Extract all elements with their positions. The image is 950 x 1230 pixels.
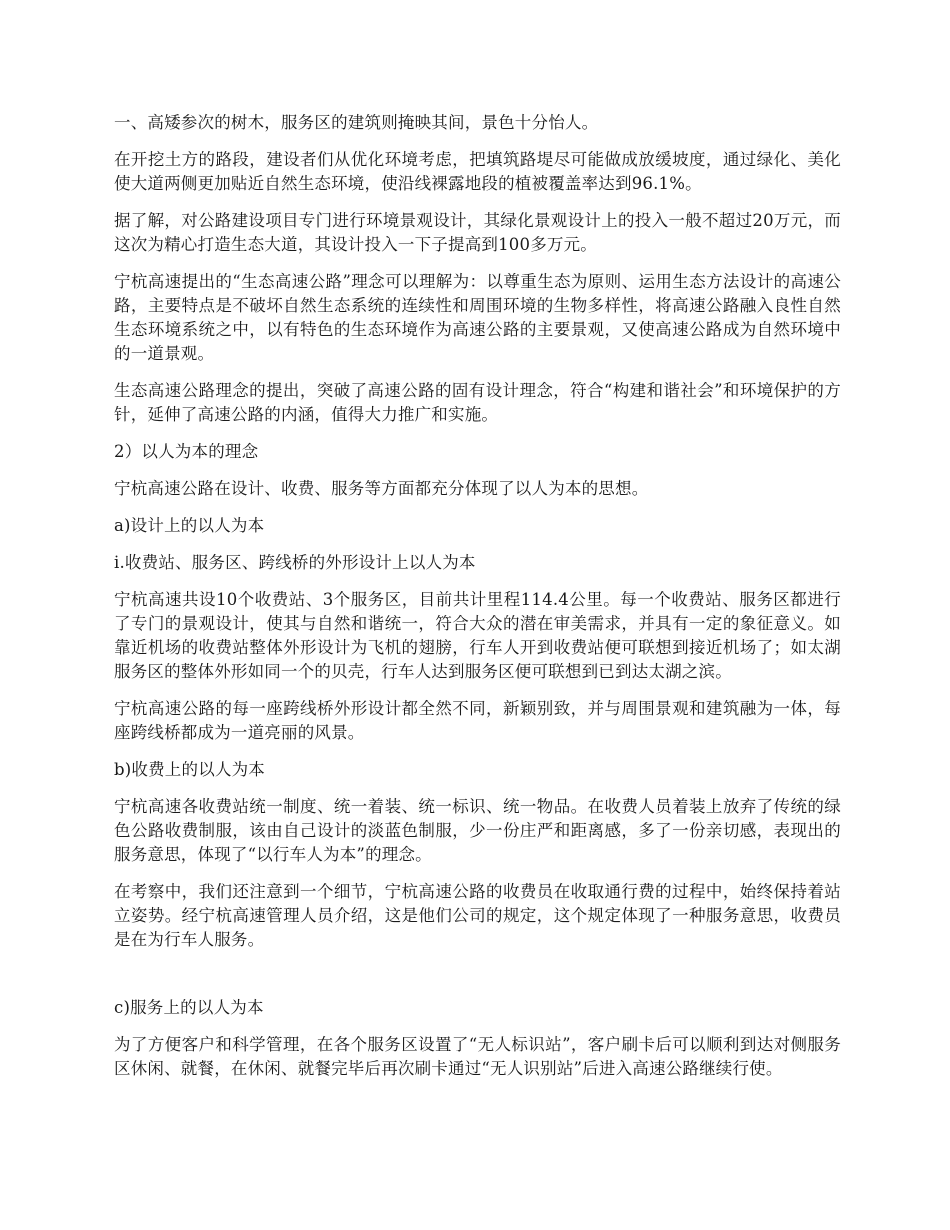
- subsection-heading: i.收费站、服务区、跨线桥的外形设计上以人为本: [114, 553, 476, 572]
- paragraph: 为了方便客户和科学管理，在各个服务区设置了“无人标识站”，客户刷卡后可以顺利到达对侧服务区休闲、就餐，在休闲、就餐完毕后再次刷卡通过“无人识别站”后进入高速公路继续行使。: [114, 1035, 841, 1078]
- paragraph: 宁杭高速提出的“生态高速公路”理念可以理解为：以尊重生态为原则、运用生态方法设计的高速公路，主要特点是不破坏自然生态系统的连续性和周围环境的生物多样性，将高速公路融入良性自然生态环境系统之中，以有特色的生态环境作为高速公路的主要景观，又使高速公路成为自然环境中的一道景观。: [114, 272, 841, 363]
- paragraph: 一、高矮参次的树木，服务区的建筑则掩映其间，景色十分怡人。: [114, 113, 599, 132]
- paragraph: 宁杭高速公路的每一座跨线桥外形设计都全然不同，新颖别致，并与周围景观和建筑融为一体，每座跨线桥都成为一道亮丽的风景。: [114, 699, 841, 742]
- paragraph: 生态高速公路理念的提出，突破了高速公路的固有设计理念，符合“构建和谐社会”和环境保护的方针，延伸了高速公路的内涵，值得大力推广和实施。: [114, 381, 841, 424]
- document-body: [114, 111, 841, 1081]
- subsection-heading: b)收费上的以人为本: [114, 760, 265, 779]
- paragraph: 在开挖土方的路段，建设者们从优化环境考虑，把填筑路堤尽可能做成放缓坡度，通过绿化、美化使大道两侧更加贴近自然生态环境，使沿线裸露地段的植被覆盖率达到96.1%。: [114, 150, 841, 193]
- paragraph: 在考察中，我们还注意到一个细节，宁杭高速公路的收费员在收取通行费的过程中，始终保持着站立姿势。经宁杭高速管理人员介绍，这是他们公司的规定，这个规定体现了一种服务意思，收费员是在为行车人服务。: [114, 882, 841, 949]
- subsection-heading: a)设计上的以人为本: [114, 516, 265, 535]
- section-heading: 2）以人为本的理念: [114, 442, 259, 461]
- paragraph: 宁杭高速公路在设计、收费、服务等方面都充分体现了以人为本的思想。: [114, 479, 649, 498]
- paragraph: 据了解，对公路建设项目专门进行环境景观设计，其绿化景观设计上的投入一般不超过20万元，而这次为精心打造生态大道，其设计投入一下子提高到100多万元。: [114, 211, 841, 254]
- paragraph: 宁杭高速各收费站统一制度、统一着装、统一标识、统一物品。在收费人员着装上放弃了传统的绿色公路收费制服，该由自己设计的淡蓝色制服，少一份庄严和距离感，多了一份亲切感，表现出的服务意思，体现了“以行车人为本”的理念。: [114, 797, 841, 864]
- paragraph: 宁杭高速共设10个收费站、3个服务区，目前共计里程114.4公里。每一个收费站、服务区都进行了专门的景观设计，使其与自然和谐统一，符合大众的潜在审美需求，并具有一定的象征意义。如靠近机场的收费站整体外形设计为飞机的翅膀，行车人开到收费站便可联想到接近机场了；如太湖服务区的整体外形如同一个的贝壳，行车人达到服务区便可联想到已到达太湖之滨。: [114, 590, 841, 681]
- subsection-heading: c)服务上的以人为本: [114, 998, 264, 1017]
